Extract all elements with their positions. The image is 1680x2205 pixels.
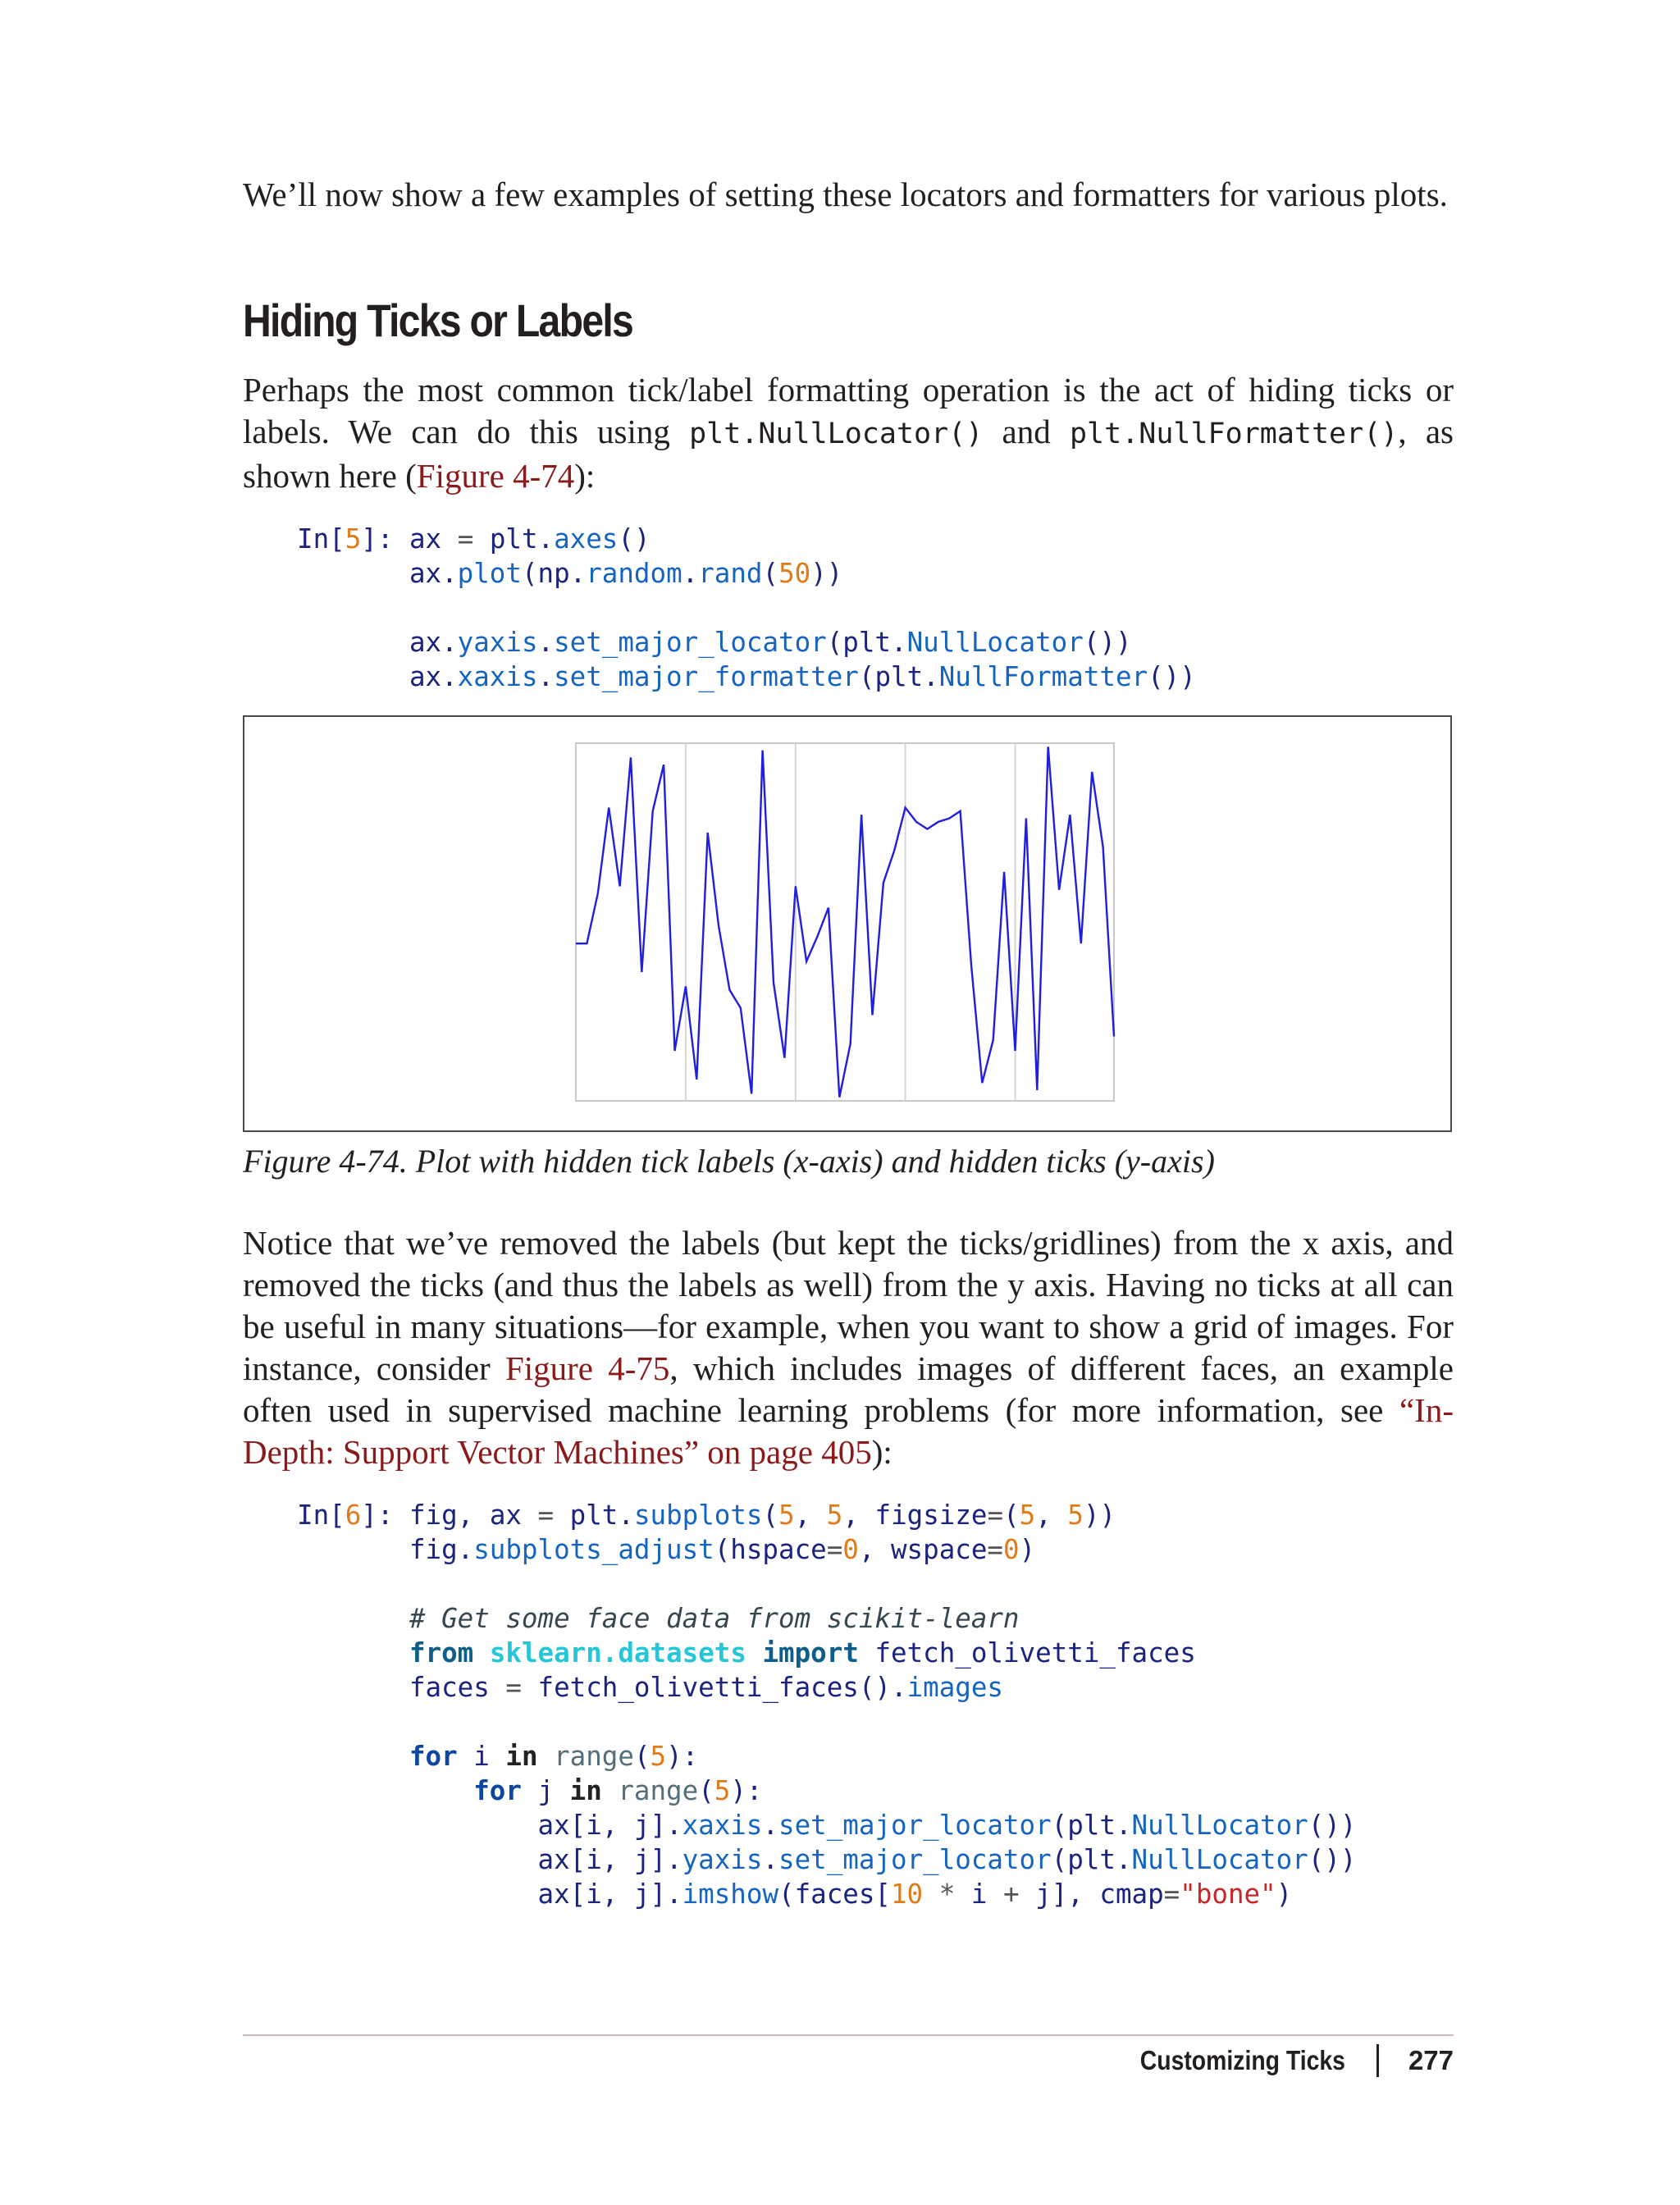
paragraph-2 [243, 1222, 1454, 1473]
line-chart [244, 717, 1450, 1130]
page-footer [1107, 2044, 1454, 2077]
figure-4-75-link[interactable]: Figure 4-75 [504, 1349, 670, 1387]
p1-text-a: Perhaps the most common tick/label formatting operation is the act of hiding ticks or labels. We can do this using [243, 371, 1454, 450]
intro-text: We’ll now show a few examples of setting these locators and formatters for various plots. [243, 176, 1448, 213]
page-number: 277 [1408, 2045, 1454, 2075]
code-in5: In[5]: ax = plt.axes() ax.plot(np.random.rand(50)) ax.yaxis.set_major_locator(plt.NullLocator()) ax.xaxis.set_major_formatter(plt.NullFormatter()) [297, 523, 1196, 692]
figure-4-74-link[interactable]: Figure 4-74 [416, 457, 575, 495]
section-title: Hiding Ticks or Labels [243, 294, 633, 346]
footer-rule [243, 2034, 1454, 2036]
p2-text-b: , which includes images of different faces, an example often used in supervised machine learning problems (for more information, see [243, 1349, 1454, 1429]
footer-separator [1376, 2044, 1379, 2077]
paragraph-1-text [243, 369, 1454, 497]
prompt-in5: In[5]: [297, 523, 409, 555]
p1-code-null-formatter: plt.NullFormatter() [1069, 418, 1399, 450]
p1-text-b: and [983, 413, 1070, 450]
code-in6: In[6]: fig, ax = plt.subplots(5, 5, figsize=(5, 5)) fig.subplots_adjust(hspace=0, wspace=0) # Get some face data from scikit-learn from sklearn.datasets import fetch_olivetti_faces faces = fetch_olivetti_faces().images for i in range(5): for j in range(5): ax[i, j].xaxis.set_major_locator(plt.NullLocator()) ax[i, j].yaxis.set_major_locator(plt.NullLocator()) ax[i, j].imshow(faces[10 * i + j], cmap="bone") [297, 1500, 1357, 1910]
code-block-in6 [297, 1498, 1356, 1911]
svm-section-link[interactable]: “In-Depth: Support Vector Machines” on page 405 [243, 1391, 1454, 1471]
section-heading-wrap [243, 294, 1454, 347]
paragraph-1 [243, 369, 1454, 497]
running-footer-title: Customizing Ticks [1139, 2045, 1345, 2075]
code-block-in5 [297, 522, 1196, 694]
figure-caption: Figure 4-74. Plot with hidden tick labels (x-axis) and hidden ticks (y-axis) [243, 1143, 1215, 1180]
p2-text-c: ): [871, 1433, 892, 1471]
p1-text-d: ): [574, 457, 596, 495]
p1-text-c: , as shown here ( [243, 413, 1454, 495]
prompt-in6: In[6]: [297, 1500, 409, 1531]
paragraph-2-text [243, 1222, 1454, 1473]
figure-4-74 [243, 715, 1452, 1132]
p1-code-null-locator: plt.NullLocator() [689, 418, 984, 450]
intro-paragraph [243, 174, 1454, 216]
p2-text-a: Notice that we’ve removed the labels (but kept the ticks/gridlines) from the x axis, and removed the ticks (and thus the labels as well) from the y axis. Having no ticks at all can be useful in many situations—for example, when you want to show a grid of images. For instance, consider [243, 1224, 1454, 1387]
